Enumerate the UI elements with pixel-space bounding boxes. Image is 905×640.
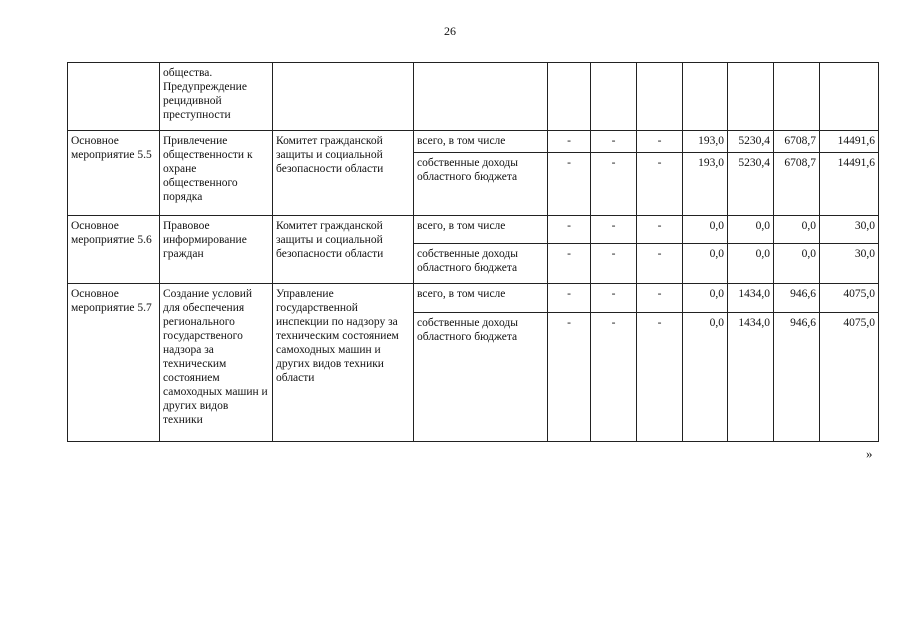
measure-id: Основное мероприятие 5.6 <box>68 216 160 284</box>
amount-cell: 0,0 <box>683 313 728 442</box>
amount-cell: 5230,4 <box>728 153 774 216</box>
measure-id: Основное мероприятие 5.5 <box>68 131 160 216</box>
amount-cell: 193,0 <box>683 153 728 216</box>
table-row <box>68 131 879 153</box>
amount-cell: - <box>637 153 683 216</box>
amount-cell: 4075,0 <box>820 284 879 313</box>
amount-cell: - <box>548 244 591 284</box>
amount-cell: - <box>637 244 683 284</box>
funding-source: собственные доходы областного бюджета <box>414 244 548 284</box>
executor: Управление государственной инспекции по надзору за техническим состоянием самоходных машин и других видов техники области <box>273 284 414 442</box>
amount-cell: - <box>637 313 683 442</box>
amount-cell: - <box>591 313 637 442</box>
amount-cell: 0,0 <box>774 216 820 244</box>
amount-cell: - <box>548 131 591 153</box>
amount-cell: 0,0 <box>683 284 728 313</box>
measure-name: Привлечение общественности к охране общественного порядка <box>160 131 273 216</box>
amount-cell: 0,0 <box>774 244 820 284</box>
amount-cell: 4075,0 <box>820 313 879 442</box>
amount-cell: 6708,7 <box>774 153 820 216</box>
measure-name: общества. Предупреждение рецидивной преступности <box>160 63 273 131</box>
amount-cell: - <box>591 216 637 244</box>
amount-cell: 946,6 <box>774 284 820 313</box>
table-row <box>68 284 879 313</box>
funding-source: собственные доходы областного бюджета <box>414 313 548 442</box>
funding-source: собственные доходы областного бюджета <box>414 153 548 216</box>
amount-cell: 0,0 <box>728 216 774 244</box>
amount-cell: - <box>548 216 591 244</box>
amount-cell: 1434,0 <box>728 284 774 313</box>
page-number: 26 <box>444 24 456 38</box>
amount-cell: 1434,0 <box>728 313 774 442</box>
budget-table <box>67 62 879 442</box>
continuation-mark: » <box>866 446 873 461</box>
executor: Комитет гражданской защиты и социальной безопасности области <box>273 131 414 216</box>
funding-source: всего, в том числе <box>414 216 548 244</box>
executor: Комитет гражданской защиты и социальной безопасности области <box>273 216 414 284</box>
amount-cell: 14491,6 <box>820 153 879 216</box>
amount-cell: 30,0 <box>820 216 879 244</box>
amount-cell: - <box>637 216 683 244</box>
amount-cell: - <box>637 284 683 313</box>
amount-cell: 6708,7 <box>774 131 820 153</box>
amount-cell: 0,0 <box>683 244 728 284</box>
amount-cell: - <box>591 131 637 153</box>
measure-name: Правовое информирование граждан <box>160 216 273 284</box>
table-row <box>68 63 879 131</box>
amount-cell: 946,6 <box>774 313 820 442</box>
amount-cell: - <box>637 131 683 153</box>
amount-cell: 0,0 <box>728 244 774 284</box>
table-row <box>68 216 879 244</box>
funding-source: всего, в том числе <box>414 131 548 153</box>
amount-cell: 193,0 <box>683 131 728 153</box>
amount-cell: 0,0 <box>683 216 728 244</box>
amount-cell: - <box>548 153 591 216</box>
funding-source: всего, в том числе <box>414 284 548 313</box>
amount-cell: - <box>548 284 591 313</box>
amount-cell: - <box>591 153 637 216</box>
amount-cell: 5230,4 <box>728 131 774 153</box>
amount-cell: - <box>548 313 591 442</box>
amount-cell: 30,0 <box>820 244 879 284</box>
amount-cell: - <box>591 244 637 284</box>
amount-cell: - <box>591 284 637 313</box>
measure-name: Создание условий для обеспечения регионального государственого надзора за техническим состоянием самоходных машин и других видов техники <box>160 284 273 442</box>
measure-id: Основное мероприятие 5.7 <box>68 284 160 442</box>
amount-cell: 14491,6 <box>820 131 879 153</box>
